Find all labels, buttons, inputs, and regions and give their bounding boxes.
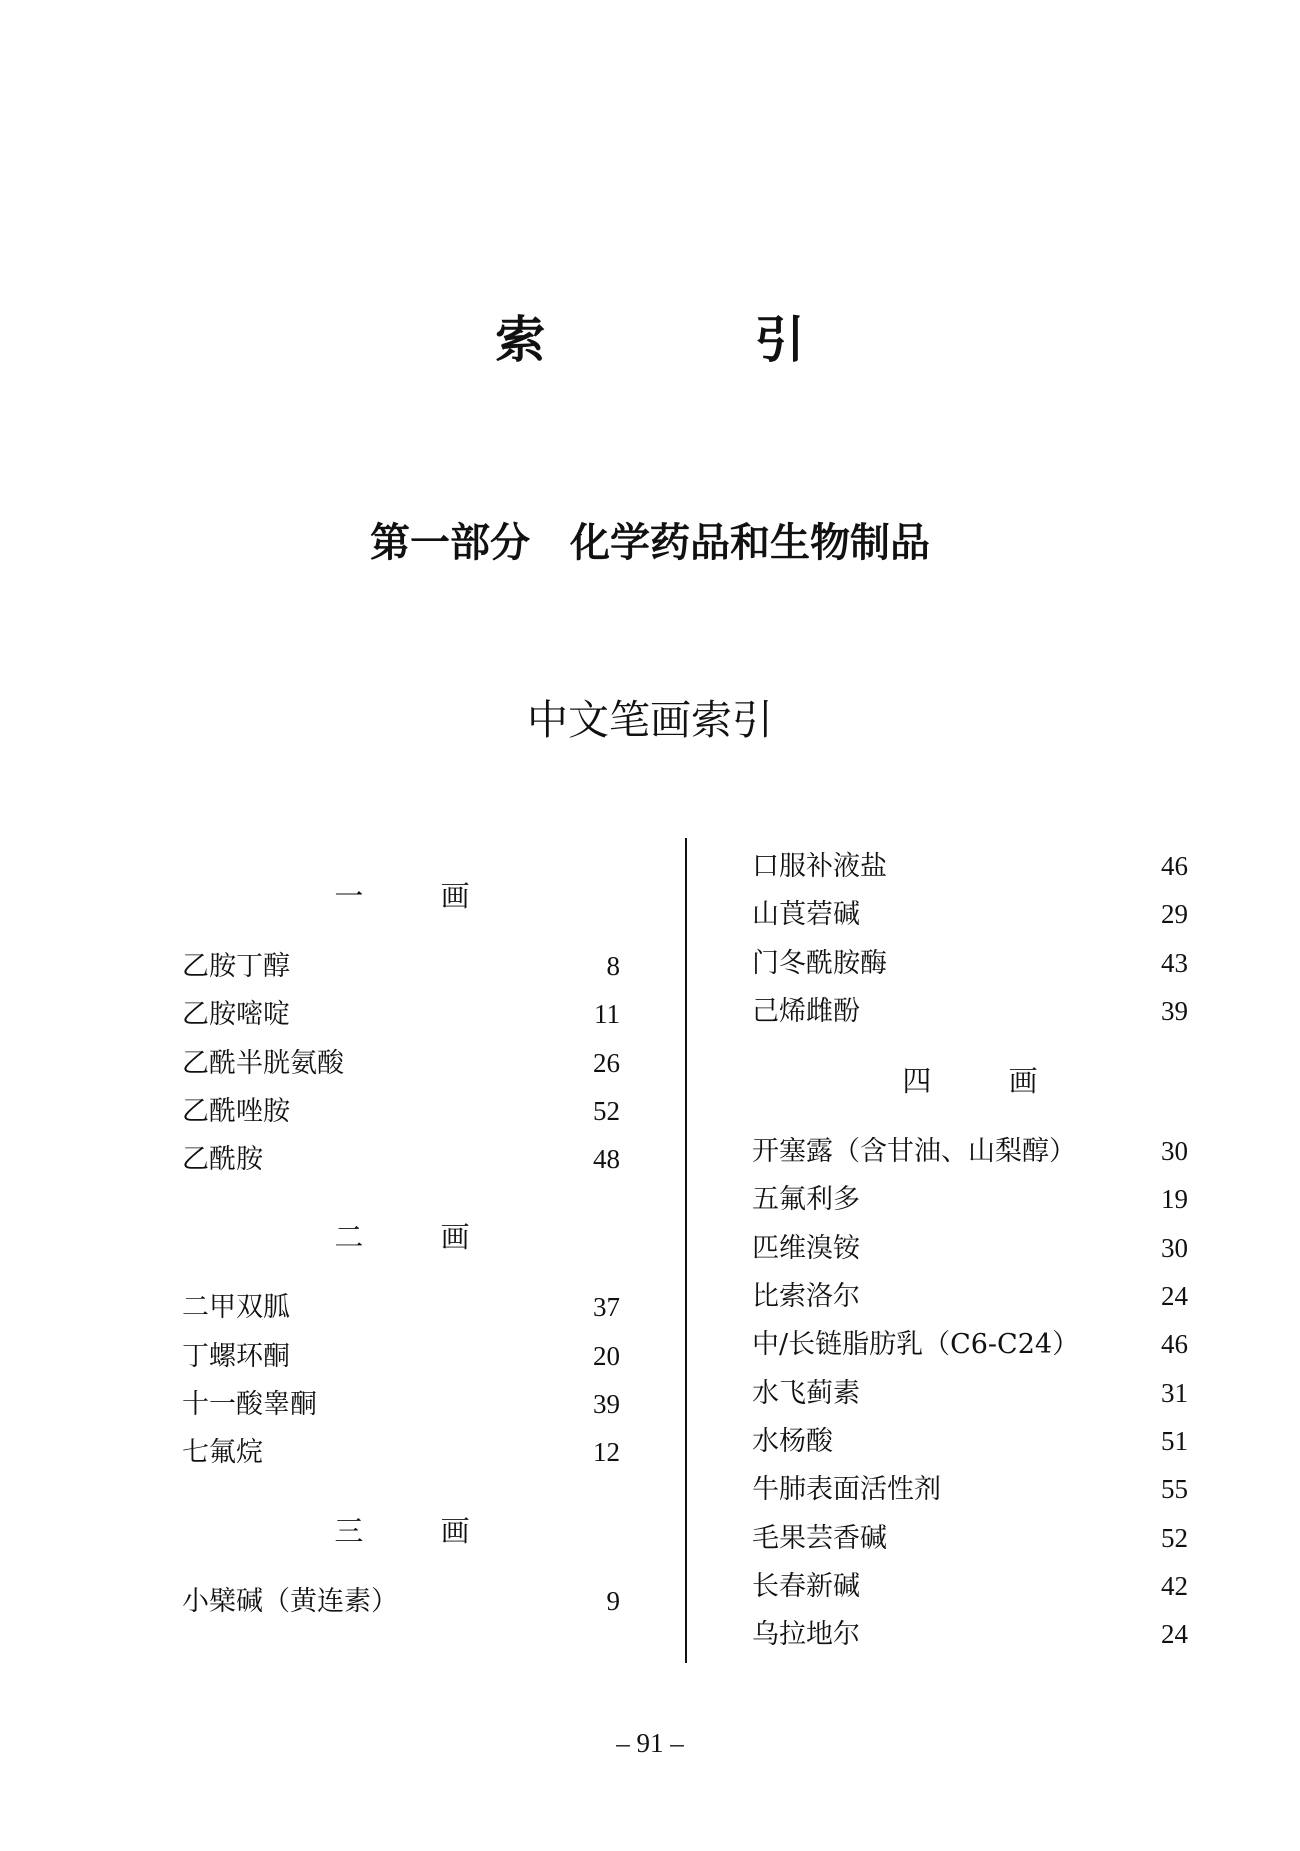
entry-name: 水杨酸 — [752, 1425, 833, 1457]
index-entry — [182, 942, 622, 990]
entry-name: 乙酰胺 — [182, 1144, 263, 1176]
entry-page: 48 — [593, 1144, 620, 1175]
entry-name: 山莨菪碱 — [752, 899, 860, 931]
stroke-heading: 四 画 — [902, 1064, 1072, 1099]
index-entry — [752, 1610, 1188, 1658]
entry-page: 37 — [593, 1292, 620, 1323]
entry-page: 51 — [1161, 1425, 1188, 1456]
index-entry — [752, 890, 1188, 938]
stroke-heading: 一 画 — [334, 879, 504, 913]
stroke-heading: 二 画 — [334, 1220, 504, 1255]
entry-page: 24 — [1161, 1619, 1188, 1650]
index-entry — [752, 1224, 1188, 1272]
entry-name: 口服补液盐 — [752, 851, 887, 882]
entry-name: 七氟烷 — [182, 1437, 263, 1469]
entry-page: 39 — [1161, 995, 1188, 1026]
entry-name: 比索洛尔 — [752, 1281, 860, 1313]
index-entry — [182, 1332, 622, 1380]
index-entry — [752, 1465, 1188, 1513]
index-column-left — [182, 842, 622, 1625]
page-title: 索 引 — [495, 310, 901, 369]
entry-name: 小檗碱（黄连素） — [182, 1585, 398, 1617]
entry-page: 8 — [606, 951, 620, 981]
entry-page: 55 — [1161, 1474, 1188, 1505]
entry-name: 毛果芸香碱 — [752, 1522, 887, 1554]
entry-page: 12 — [593, 1437, 620, 1468]
entry-name: 水飞蓟素 — [752, 1377, 860, 1409]
entry-page: 26 — [593, 1047, 620, 1078]
index-entry — [752, 1175, 1188, 1223]
index-entry — [182, 1087, 622, 1135]
index-entry — [752, 939, 1188, 987]
index-entry — [182, 1577, 622, 1625]
index-entry — [182, 1380, 622, 1428]
entry-name: 门冬酰胺酶 — [752, 947, 887, 979]
entry-page: 29 — [1161, 899, 1188, 930]
part-title: 第一部分 化学药品和生物制品 — [370, 520, 930, 566]
index-entry — [182, 1039, 622, 1087]
entry-page: 11 — [594, 999, 620, 1030]
index-title: 中文笔画索引 — [527, 696, 773, 744]
index-entry — [752, 987, 1188, 1035]
entry-name: 丁螺环酮 — [182, 1340, 290, 1372]
entry-page: 24 — [1161, 1281, 1188, 1312]
entry-page: 19 — [1161, 1184, 1188, 1215]
entry-name: 五氟利多 — [752, 1184, 860, 1216]
entry-page: 31 — [1161, 1377, 1188, 1408]
entry-page: 46 — [1161, 1329, 1188, 1360]
index-entry — [752, 842, 1188, 890]
entry-name: 十一酸睾酮 — [182, 1389, 317, 1421]
index-entry — [752, 1272, 1188, 1320]
stroke-heading: 三 画 — [334, 1513, 504, 1548]
entry-page: 9 — [606, 1585, 620, 1616]
index-entry — [182, 990, 622, 1038]
entry-name: 中/长链脂肪乳（C6-C24） — [752, 1329, 1080, 1361]
entry-page: 39 — [593, 1389, 620, 1420]
index-entry — [752, 1320, 1188, 1368]
index-entry — [182, 1283, 622, 1331]
entry-page: 52 — [593, 1095, 620, 1126]
entry-name: 长春新碱 — [752, 1570, 860, 1602]
entry-page: 30 — [1161, 1232, 1188, 1263]
index-entry — [182, 1135, 622, 1183]
entry-page: 30 — [1161, 1136, 1188, 1167]
entry-name: 匹维溴铵 — [752, 1232, 860, 1264]
entry-name: 二甲双胍 — [182, 1292, 290, 1324]
index-entry — [752, 1514, 1188, 1562]
index-entry — [752, 1417, 1188, 1465]
entry-page: 42 — [1161, 1570, 1188, 1601]
page-number: – 91 – — [616, 1728, 684, 1758]
entry-name: 乙酰唑胺 — [182, 1095, 290, 1127]
entry-page: 20 — [593, 1340, 620, 1371]
entry-page: 43 — [1161, 947, 1188, 978]
entry-name: 乌拉地尔 — [752, 1619, 860, 1651]
index-entry — [752, 1562, 1188, 1610]
entry-page: 52 — [1161, 1522, 1188, 1553]
entry-name: 乙胺丁醇 — [182, 951, 290, 982]
index-entry — [752, 1369, 1188, 1417]
entry-name: 乙酰半胱氨酸 — [182, 1047, 344, 1079]
entry-name: 己烯雌酚 — [752, 995, 860, 1027]
entry-page: 46 — [1161, 851, 1188, 881]
index-entry — [182, 1428, 622, 1476]
index-column-right — [752, 842, 1188, 1658]
index-entry — [752, 1127, 1188, 1175]
entry-name: 牛肺表面活性剂 — [752, 1474, 941, 1506]
entry-name: 乙胺嘧啶 — [182, 999, 290, 1031]
column-divider — [685, 838, 687, 1663]
entry-name: 开塞露（含甘油、山梨醇） — [752, 1136, 1076, 1168]
